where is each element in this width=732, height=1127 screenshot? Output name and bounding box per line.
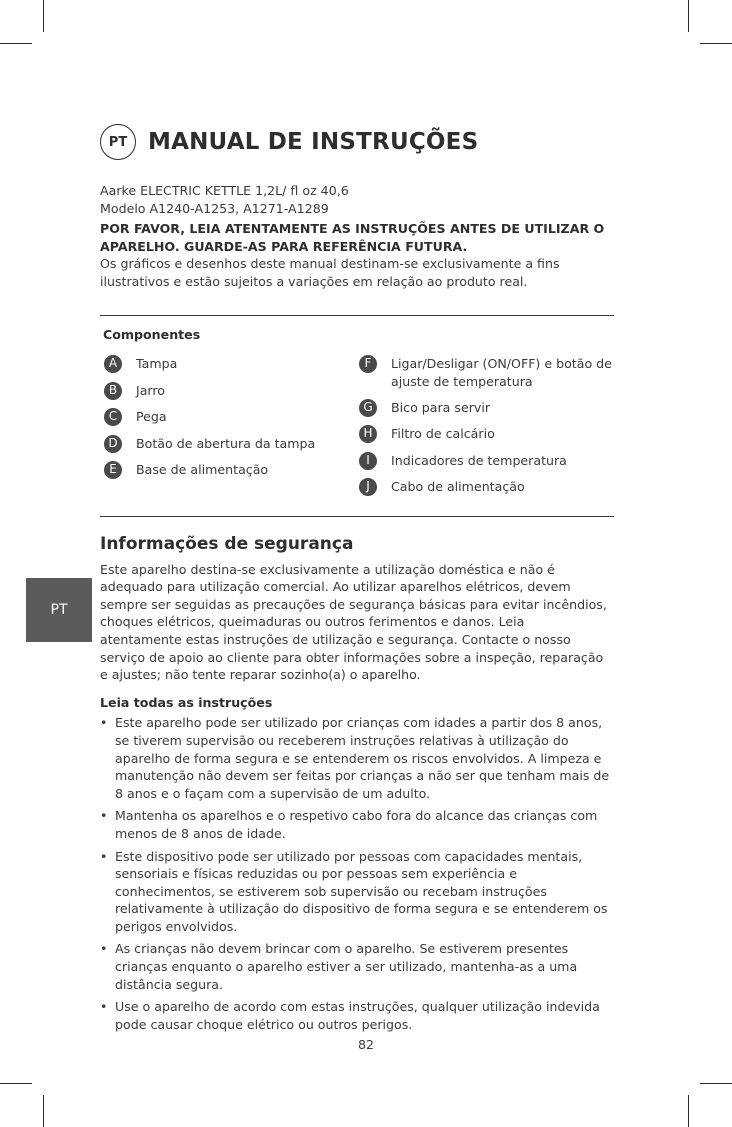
safety-paragraph: Este aparelho destina-se exclusivamente a utilização doméstica e não é adequado para utilização comercial. Ao utilizar aparelhos elétricos, devem sempre ser seguidas as precauções de segurança básicas para evitar incêndios, choques elétricos, queimaduras ou outros ferimentos e danos. Leia atentamente estas instruções de utilização e segurança. Contacte o nosso serviço de apoio ao cliente para obter informações sobre a inspeção, reparação e ajustes; não tente reparar sozinho(a) o aparelho. (100, 561, 607, 683)
component-item (359, 425, 614, 443)
component-item (104, 435, 344, 453)
language-badge: PT (100, 124, 136, 160)
component-label: Base de alimentação (136, 462, 269, 477)
page-title: MANUAL DE INSTRUÇÕES (148, 129, 479, 155)
crop-mark (43, 0, 44, 32)
crop-mark (0, 1083, 32, 1084)
list-item: • Use o aparelho de acordo com estas instruções, qualquer utilização indevida pode causar choque elétrico ou outros perigos. (100, 998, 610, 1033)
component-item (104, 461, 344, 479)
safety-section (100, 536, 610, 1038)
language-side-tab: PT (26, 578, 92, 642)
component-letter-badge: D (104, 435, 122, 453)
crop-mark (688, 0, 689, 32)
component-label: Ligar/Desligar (ON/OFF) e botão de ajuste de temperatura (391, 356, 612, 389)
component-item (359, 355, 614, 390)
components-title: Componentes (103, 327, 201, 342)
component-item (359, 399, 614, 417)
page-number: 82 (357, 1037, 375, 1052)
component-letter-badge: H (359, 425, 377, 443)
components-list-right (359, 355, 614, 505)
component-letter-badge: B (104, 382, 122, 400)
components-list-left (104, 355, 344, 488)
component-label: Cabo de alimentação (391, 479, 525, 494)
component-letter-badge: I (359, 452, 377, 470)
crop-mark (700, 1083, 732, 1084)
model-number: Modelo A1240-A1253, A1271-A1289 (100, 200, 329, 216)
intro-section (100, 182, 615, 290)
header (100, 124, 478, 160)
component-item (359, 452, 614, 470)
illustration-note: Os gráficos e desenhos deste manual destinam-se exclusivamente a fins ilustrativos e estão sujeitos a variações em relação ao produto real. (100, 256, 560, 289)
component-label: Jarro (136, 382, 165, 398)
safety-bullet-list (100, 714, 610, 1033)
component-letter-badge: F (359, 355, 377, 373)
component-label: Bico para servir (391, 399, 490, 415)
component-letter-badge: J (359, 478, 377, 496)
component-label: Botão de abertura da tampa (136, 435, 316, 451)
list-item: • Este dispositivo pode ser utilizado por pessoas com capacidades mentais, sensoriais e físicas reduzidas ou por pessoas sem experiência e conhecimentos, se estiverem sob supervisão ou recebam instruções relativamente à utilização do dispositivo de forma segura e se entenderem os perigos envolvidos. (100, 848, 610, 936)
list-item: • As crianças não devem brincar com o aparelho. Se estiverem presentes crianças enquanto o aparelho estiver a ser utilizado, mantenha-as a uma distância segura. (100, 940, 610, 993)
component-letter-badge: C (104, 408, 122, 426)
list-item: • Este aparelho pode ser utilizado por crianças com idades a partir dos 8 anos, se tiverem supervisão ou receberem instruções relativas à utilização do aparelho de forma segura e se entenderem os riscos envolvidos. A limpeza e manutenção não devem ser feitas por crianças a não ser que tenham mais de 8 anos e o façam com a supervisão de um adulto. (100, 714, 610, 802)
component-letter-badge: G (359, 399, 377, 417)
crop-mark (0, 43, 32, 44)
crop-mark (700, 43, 732, 44)
list-item: • Mantenha os aparelhos e o respetivo cabo fora do alcance das crianças com menos de 8 anos de idade. (100, 807, 610, 842)
crop-mark (688, 1095, 689, 1127)
component-item (104, 408, 344, 426)
product-name: Aarke ELECTRIC KETTLE 1,2L/ fl oz 40,6 (100, 183, 349, 198)
crop-mark (43, 1095, 44, 1127)
divider (100, 516, 614, 517)
component-label: Indicadores de temperatura (391, 452, 567, 468)
component-letter-badge: A (104, 355, 122, 373)
divider (100, 315, 614, 316)
section-heading: Informações de segurança (100, 534, 354, 554)
component-letter-badge: E (104, 461, 122, 479)
component-item (359, 478, 614, 496)
read-instructions-warning: POR FAVOR, LEIA ATENTAMENTE AS INSTRUÇÕES ANTES DE UTILIZAR O APARELHO. GUARDE-AS PARA REFERÊNCIA FUTURA. (100, 221, 605, 254)
component-item (104, 355, 344, 373)
component-label: Tampa (136, 356, 178, 371)
component-label: Pega (136, 409, 167, 424)
subsection-heading: Leia todas as instruções (100, 694, 273, 710)
component-label: Filtro de calcário (391, 426, 495, 441)
component-item (104, 382, 344, 400)
